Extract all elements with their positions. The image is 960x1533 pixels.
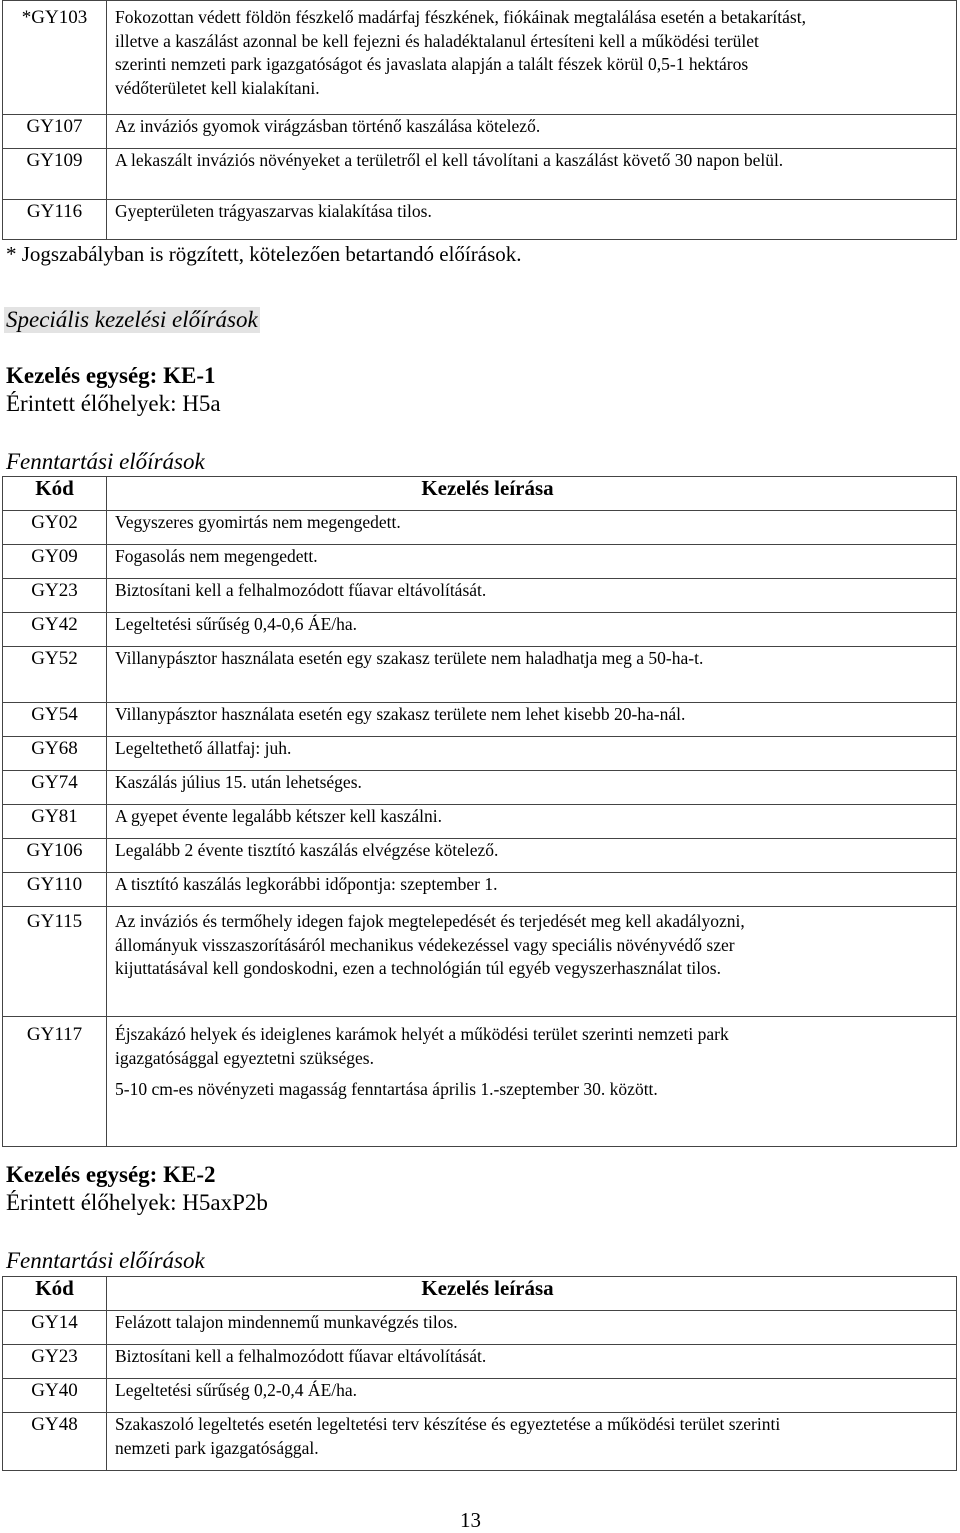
column-header-description: Kezelés leírása	[107, 1277, 957, 1311]
description-cell: Az inváziós gyomok virágzásban történő kaszálása kötelező.	[107, 115, 957, 149]
table-row	[3, 873, 957, 907]
table-row	[3, 579, 957, 613]
description-cell: A gyepet évente legalább kétszer kell kaszálni.	[107, 805, 957, 839]
table-row	[3, 1413, 957, 1471]
ke1-unit-title: Kezelés egység: KE-1	[6, 363, 216, 388]
code-cell: GY23	[3, 1345, 107, 1379]
column-header-description: Kezelés leírása	[107, 477, 957, 511]
table-row	[3, 647, 957, 703]
description-cell: Villanypásztor használata esetén egy szakasz területe nem haladhatja meg a 50-ha-t.	[107, 647, 957, 703]
description-cell: Biztosítani kell a felhalmozódott fűavar eltávolítását.	[107, 1345, 957, 1379]
table-row	[3, 839, 957, 873]
code-cell: GY23	[3, 579, 107, 613]
table-row	[3, 115, 957, 149]
column-header-code: Kód	[3, 1277, 107, 1311]
table-row	[3, 613, 957, 647]
table-row	[3, 200, 957, 240]
ke1-table	[2, 476, 957, 1147]
code-cell: GY02	[3, 511, 107, 545]
description-cell: Legeltetési sűrűség 0,2-0,4 ÁE/ha.	[107, 1379, 957, 1413]
code-cell: GY116	[3, 200, 107, 240]
ke1-heading: Fenntartási előírások	[6, 449, 205, 474]
description-cell: A tisztító kaszálás legkorábbi időpontja: szeptember 1.	[107, 873, 957, 907]
table-row	[3, 703, 957, 737]
top-requirements-table	[2, 0, 957, 240]
column-header-code: Kód	[3, 477, 107, 511]
description-cell: A lekaszált inváziós növényeket a területről el kell távolítani a kaszálást követő 30 napon belül.	[107, 149, 957, 200]
description-cell: Az inváziós és termőhely idegen fajok megtelepedését és terjedését meg kell akadályozni, állományuk visszaszorításáról mechanikus védekezéssel vagy speciális növényvédő szer kijuttatásával kell gondoskodni, ezen a technológián túl egyéb vegyszerhasználat tilos.	[107, 907, 957, 1017]
code-cell: GY42	[3, 613, 107, 647]
ke2-unit-title: Kezelés egység: KE-2	[6, 1162, 216, 1187]
description-cell: Vegyszeres gyomirtás nem megengedett.	[107, 511, 957, 545]
table-row	[3, 805, 957, 839]
code-cell: GY106	[3, 839, 107, 873]
code-cell: GY09	[3, 545, 107, 579]
table-row	[3, 1379, 957, 1413]
ke2-table	[2, 1276, 957, 1471]
table-header-row	[3, 477, 957, 511]
code-cell: GY68	[3, 737, 107, 771]
section-title: Speciális kezelési előírások	[6, 307, 258, 332]
code-cell: GY107	[3, 115, 107, 149]
description-cell: Fokozottan védett földön fészkelő madárfaj fészkének, fiókáinak megtalálása esetén a betakarítást, illetve a kaszálást azonnal be kell fejezni és haladéktalanul értesíteni kell a működési terület szerinti nemzeti park igazgatóságot és javaslata alapján a talált fészek körül 0,5-1 hektáros védőterületet kell kialakítani.	[107, 1, 957, 115]
table-row	[3, 511, 957, 545]
code-cell: GY54	[3, 703, 107, 737]
footnote: * Jogszabályban is rögzített, kötelezően betartandó előírások.	[6, 242, 522, 266]
page-number: 13	[460, 1508, 481, 1532]
table-row	[3, 1311, 957, 1345]
ke2-habitat: Érintett élőhelyek: H5axP2b	[6, 1190, 268, 1215]
description-cell: Legeltetési sűrűség 0,4-0,6 ÁE/ha.	[107, 613, 957, 647]
description-cell: Legalább 2 évente tisztító kaszálás elvégzése kötelező.	[107, 839, 957, 873]
code-cell: GY40	[3, 1379, 107, 1413]
ke2-heading: Fenntartási előírások	[6, 1248, 205, 1273]
code-cell: GY52	[3, 647, 107, 703]
table-row	[3, 149, 957, 200]
description-cell: Kaszálás július 15. után lehetséges.	[107, 771, 957, 805]
description-cell: Felázott talajon mindennemű munkavégzés tilos.	[107, 1311, 957, 1345]
code-cell: GY109	[3, 149, 107, 200]
table-row	[3, 737, 957, 771]
code-cell: GY74	[3, 771, 107, 805]
code-cell: *GY103	[3, 1, 107, 115]
table-row	[3, 1345, 957, 1379]
code-cell: GY117	[3, 1017, 107, 1147]
description-cell: Villanypásztor használata esetén egy szakasz területe nem lehet kisebb 20-ha-nál.	[107, 703, 957, 737]
description-cell: Biztosítani kell a felhalmozódott fűavar eltávolítását.	[107, 579, 957, 613]
ke1-habitat: Érintett élőhelyek: H5a	[6, 391, 221, 416]
table-header-row	[3, 1277, 957, 1311]
description-cell: Gyepterületen trágyaszarvas kialakítása tilos.	[107, 200, 957, 240]
code-cell: GY14	[3, 1311, 107, 1345]
code-cell: GY115	[3, 907, 107, 1017]
table-row	[3, 1, 957, 115]
table-row	[3, 1017, 957, 1147]
description-cell: Fogasolás nem megengedett.	[107, 545, 957, 579]
description-cell: Legeltethető állatfaj: juh.	[107, 737, 957, 771]
description-cell: Éjszakázó helyek és ideiglenes karámok helyét a működési terület szerinti nemzeti park igazgatósággal egyeztetni szükséges. 5-10 cm-es növényzeti magasság fenntartása április 1.-szeptember 30. között.	[107, 1017, 957, 1147]
table-row	[3, 771, 957, 805]
code-cell: GY110	[3, 873, 107, 907]
table-row	[3, 545, 957, 579]
code-cell: GY48	[3, 1413, 107, 1471]
description-cell: Szakaszoló legeltetés esetén legeltetési terv készítése és egyeztetése a működési terület szerinti nemzeti park igazgatósággal.	[107, 1413, 957, 1471]
code-cell: GY81	[3, 805, 107, 839]
table-row	[3, 907, 957, 1017]
